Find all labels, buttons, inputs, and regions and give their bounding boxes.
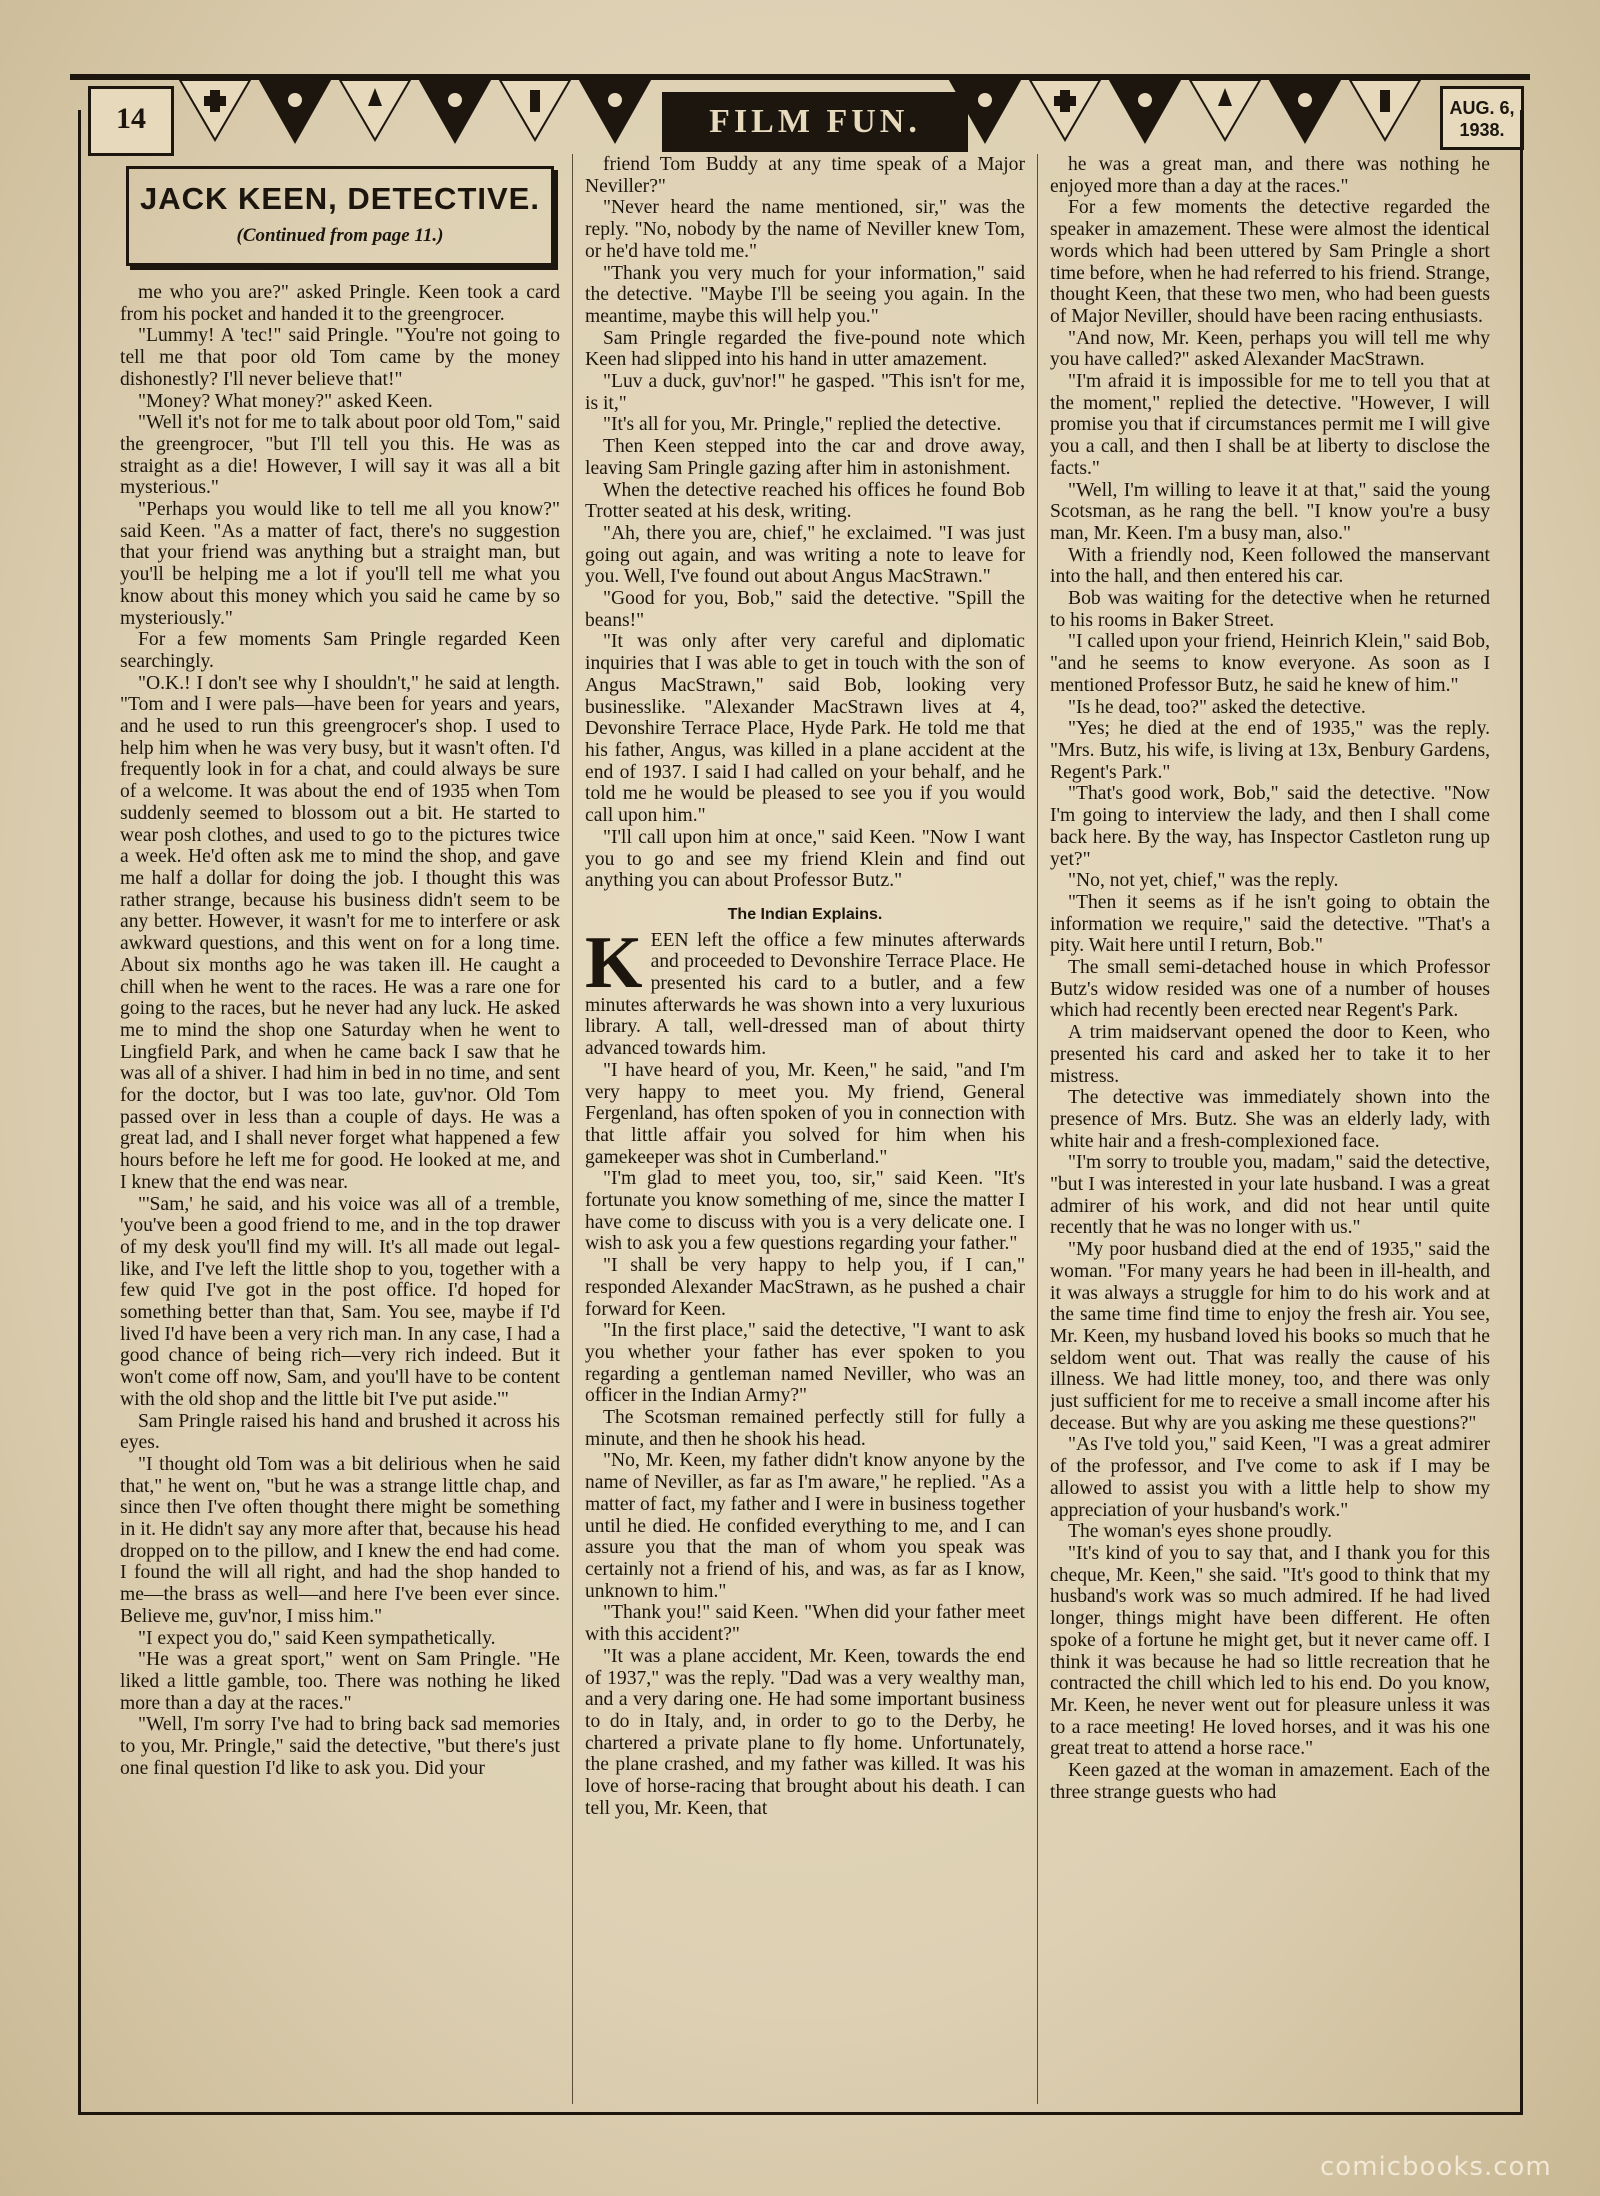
- column-rule: [572, 154, 573, 2104]
- issue-date: [1440, 86, 1524, 150]
- bottom-border: [78, 2112, 1523, 2115]
- column-2-upper-text: [585, 154, 1025, 892]
- paragraph: "No, Mr. Keen, my father didn't know anyone by the name of Neviller, as far as I'm aware," he replied. "As a matter of fact, my father and I were in business together until he died. He confided everything to me, and I can assure you that the man of whom you speak was certainly not a friend of his, and was, as far as I know, unknown to him.": [585, 1450, 1025, 1602]
- paragraph: friend Tom Buddy at any time speak of a Major Neviller?": [585, 154, 1025, 197]
- section-subheading: The Indian Explains.: [727, 905, 883, 923]
- dropcap-paragraph-text: EEN left the office a few minutes afterwards and proceeded to Devonshire Terrace Place. He presented his card to a butler, and a few minutes afterwards he was shown into a very luxurious library. A tall, well-dressed man of about thirty advanced towards him.: [585, 929, 1025, 1060]
- paragraph: Bob was waiting for the detective when he returned to his rooms in Baker Street.: [1050, 588, 1490, 631]
- masthead-banner: [662, 92, 968, 152]
- paragraph: "O.K.! I don't see why I shouldn't," he said at length. "Tom and I were pals—have been for years and years, and he used to run this greengrocer's shop. I used to help him when he was very busy, but it wasn't often. I'd frequently look in for a chat, and could always be sure of a welcome. It was about the end of 1935 when Tom suddenly seemed to blossom out a bit. He started to wear posh clothes, and used to go to the pictures twice a week. He'd often ask me to mind the shop, and gave me half a dollar for doing the job. I thought this was rather strange, because his business didn't seem to be any better. However, it wasn't for me to interfere or ask awkward questions, and this went on for a long time. About six months ago he was taken ill. He caught a chill when he went to the races. He was a rare one for going to the races, but he never had any luck. He asked me to mind the shop one Saturday when he went to Lingfield Park, and when he came back I saw that he was all of a shiver. I had him in bed in no time, and sent for the doctor, but I was too late, guv'nor. Old Tom passed over in less than a couple of days. He was a great lad, and I shall never forget what happened a few hours before he left me for good. He looked at me, and I knew that the end was near.: [120, 672, 560, 1193]
- paragraph: The small semi-detached house in which Professor Butz's widow resided was one of a number of houses which had recently been erected near Regent's Park.: [1050, 957, 1490, 1022]
- paragraph: "Well it's not for me to talk about poor old Tom," said the greengrocer, "but I'll tell you this. He was as straight as a die! However, I will say it was all a bit mysterious.": [120, 412, 560, 499]
- paragraph: "My poor husband died at the end of 1935," said the woman. "For many years he had been in ill-health, and it was always a struggle for him to do his work and at the same time find time to enjoy the fresh air. You see, Mr. Keen, my husband loved his books so much that he seldom went out. That was really the cause of his illness. We had little money, too, and there was only just sufficient for me to receive a small income after his decease. But why are you asking me these questions?": [1050, 1239, 1490, 1434]
- paragraph: "I thought old Tom was a bit delirious when he said that," he went on, "but he was a strange little chap, and since then I've often thought there might be something in it. He didn't say any more after that, because his head dropped on to the pillow, and I knew the end had come. I found the will all right, and had the shop handed to me—the brass as well—and here I've been ever since. Believe me, guv'nor, I miss him.": [120, 1453, 560, 1627]
- dropcap-paragraph: [585, 921, 1025, 1060]
- paragraph: A trim maidservant opened the door to Keen, who presented his card and asked her to take it to her mistress.: [1050, 1022, 1490, 1087]
- paragraph: "Is he dead, too?" asked the detective.: [1068, 696, 1366, 718]
- paragraph: "Good for you, Bob," said the detective. "Spill the beans!": [585, 588, 1025, 631]
- paragraph: "Yes; he died at the end of 1935," was the reply. "Mrs. Butz, his wife, is living at 13x, Benbury Gardens, Regent's Park.": [1050, 718, 1490, 783]
- paragraph: "It's kind of you to say that, and I thank you for this cheque, Mr. Keen," she said. "It's good to think that my husband's work was so much admired. If he had lived longer, things might have been different. He often spoke of a fortune he might get, but it never came off. I think it was because he had so little recreation that he contracted the chill which led to his end. Do you know, Mr. Keen, he never went out for pleasure unless it was to a race meeting! He loved horses, and it was his one great treat to attend a horse race.": [1050, 1543, 1490, 1760]
- issue-date-day: AUG. 6,: [1449, 98, 1515, 118]
- paragraph: Keen gazed at the woman in amazement. Each of the three strange guests who had: [1050, 1760, 1490, 1803]
- paragraph: "Ah, there you are, chief," he exclaimed. "I was just going out again, and was writing a note to leave for you. Well, I've found out about Angus MacStrawn.": [585, 522, 1025, 588]
- story-title-box: [126, 166, 554, 266]
- paragraph: Then Keen stepped into the car and drove away, leaving Sam Pringle gazing after him in astonishment.: [585, 436, 1025, 479]
- paragraph: "Money? What money?" asked Keen.: [138, 390, 433, 412]
- paragraph: Sam Pringle regarded the five-pound note which Keen had slipped into his hand in utter amazement.: [585, 327, 1025, 371]
- paragraph: "Perhaps you would like to tell me all you know?" said Keen. "As a matter of fact, there's no suggestion that your friend was anything but a straight man, but you'll be helping me a lot if you'll tell me what you know about this money which you said he came by so mysteriously.": [120, 499, 560, 629]
- paragraph: "Lummy! A 'tec!" said Pringle. "You're not going to tell me that poor old Tom came by the money dishonestly? I'll never believe that!": [120, 325, 560, 390]
- continued-note: (Continued from page 11.): [236, 225, 444, 246]
- story-title: JACK KEEN, DETECTIVE.: [140, 181, 540, 216]
- paragraph: For a few moments Sam Pringle regarded Keen searchingly.: [120, 629, 560, 672]
- paragraph: For a few moments the detective regarded the speaker in amazement. These were almost the identical words which had been uttered by Sam Pringle a short time before, when he had referred to his friend. Strange, thought Keen, that these two men, who had been guests of Major Neviller, should have been racing enthusiasts.: [1050, 197, 1490, 327]
- magazine-title: FILM FUN.: [709, 103, 921, 140]
- page-header: [70, 62, 1530, 158]
- paragraph: "I'm afraid it is impossible for me to tell you that at the moment," replied the detective. "However, I will promise you that if circumstances permit me I will give you a call, and then I shall be at liberty to disclose the facts.": [1050, 371, 1490, 479]
- paragraph: "And now, Mr. Keen, perhaps you will tell me why you have called?" asked Alexander MacStrawn.: [1050, 327, 1490, 371]
- paragraph: "Never heard the name mentioned, sir," was the reply. "No, nobody by the name of Neviller knew Tom, or he'd have told me.": [585, 197, 1025, 262]
- text-column-1: [120, 282, 560, 2104]
- paragraph: "I'm glad to meet you, too, sir," said Keen. "It's fortunate you know something of me, since the matter I have come to discuss with you is a very delicate one. I wish to ask you a few questions regarding your father.": [585, 1168, 1025, 1255]
- site-watermark: comicbooks.com: [1320, 2152, 1552, 2182]
- page-number: 14: [88, 86, 174, 156]
- paragraph: "I have heard of you, Mr. Keen," he said, "and I'm very happy to meet you. My friend, General Fergenland, has often spoken of you in connection with that little affair you solved for him when his gamekeeper was shot in Cumberland.": [585, 1059, 1025, 1168]
- paragraph: "'Sam,' he said, and his voice was all of a tremble, 'you've been a good friend to me, and in the top drawer of my desk you'll find my will. It's all made out legal-like, and I've left the little shop to you, together with a few quid I've got in the post office. I'd hoped for something better than that, Sam. You see, maybe if I'd lived I'd have been a very rich man. In any case, I had a good chance of being rich—very rich indeed. But it won't come off now, Sam, and you'll have to be content with the old shop and the little bit I've put aside.'": [120, 1193, 560, 1410]
- paragraph: "I'm sorry to trouble you, madam," said the detective, "but I was interested in your late husband. I was a great admirer of his work, and did not hear until quite recently that he was no longer with us.": [1050, 1152, 1490, 1239]
- paragraph: he was a great man, and there was nothing he enjoyed more than a day at the races.": [1050, 154, 1490, 197]
- paragraph: "It was a plane accident, Mr. Keen, towards the end of 1937," was the reply. "Dad was a very wealthy man, and a very daring one. He had some important business to do in Italy, and, in order to go to the Derby, he chartered a private plane to fly home. Unfortunately, the plane crashed, and my father was killed. It was his love of horse-racing that brought about his death. I can tell you, Mr. Keen, that: [585, 1645, 1025, 1819]
- paragraph: "As I've told you," said Keen, "I was a great admirer of the professor, and I've come to ask if I may be allowed to assist you with a little help to show my appreciation of your husband's work.": [1050, 1434, 1490, 1521]
- paragraph: "That's good work, Bob," said the detective. "Now I'm going to interview the lady, and then I shall come back here. By the way, has Inspector Castleton rung up yet?": [1050, 783, 1490, 870]
- paragraph: The woman's eyes shone proudly.: [1068, 1521, 1332, 1543]
- paragraph: When the detective reached his offices he found Bob Trotter seated at his desk, writing.: [585, 479, 1025, 523]
- right-border: [1520, 110, 1523, 2114]
- paragraph: "No, not yet, chief," was the reply.: [1068, 870, 1339, 892]
- paragraph: Sam Pringle raised his hand and brushed it across his eyes.: [120, 1410, 560, 1454]
- paragraph: "Well, I'm willing to leave it at that," said the young Scotsman, as he rang the bell. "I know you're a busy man, Mr. Keen. I'm a busy man, also.": [1050, 479, 1490, 544]
- issue-date-year: 1938.: [1459, 120, 1505, 140]
- paragraph: "Then it seems as if he isn't going to obtain the information we require," said the detective. "That's a pity. Wait here until I return, Bob.": [1050, 891, 1490, 957]
- paragraph: "It's all for you, Mr. Pringle," replied the detective.: [603, 414, 1002, 436]
- column-rule: [1037, 154, 1038, 2104]
- text-column-3: [1050, 154, 1490, 2104]
- left-border: [78, 110, 81, 2114]
- paragraph: "It was only after very careful and diplomatic inquiries that I was able to get in touch with the son of Angus MacStrawn," said Bob, looking very businesslike. "Alexander MacStrawn lives at 4, Devonshire Terrace Place, Hyde Park. He told me that his father, Angus, was killed in a plane accident at the end of 1937. I said I had called on your behalf, and he told me he would be pleased to see you if you would call upon him.": [585, 631, 1025, 827]
- paragraph: "I called upon your friend, Heinrich Klein," said Bob, "and he seems to know everyone. As soon as I mentioned Professor Butz, he said he knew of him.": [1050, 631, 1490, 696]
- paragraph: With a friendly nod, Keen followed the manservant into the hall, and then entered his car.: [1050, 544, 1490, 588]
- drop-cap: K: [585, 921, 643, 1004]
- paragraph: "In the first place," said the detective, "I want to ask you whether your father has ever spoken to you regarding a gentleman named Neviller, who was an officer in the Indian Army?": [585, 1320, 1025, 1407]
- paragraph: The Scotsman remained perfectly still for fully a minute, and then he shook his head.: [585, 1407, 1025, 1450]
- paragraph: "I expect you do," said Keen sympathetically.: [138, 1627, 496, 1649]
- paragraph: The detective was immediately shown into the presence of Mrs. Butz. She was an elderly lady, with white hair and a fresh-complexioned face.: [1050, 1087, 1490, 1152]
- column-2-lower-text: [585, 1060, 1025, 1820]
- paragraph: "Thank you very much for your information," said the detective. "Maybe I'll be seeing you again. In the meantime, maybe this will help you.": [585, 262, 1025, 327]
- paragraph: "I'll call upon him at once," said Keen. "Now I want you to go and see my friend Klein and find out anything you can about Professor Butz.": [585, 826, 1025, 892]
- paragraph: "Well, I'm sorry I've had to bring back sad memories to you, Mr. Pringle," said the detective, "but there's just one final question I'd like to ask you. Did your: [120, 1714, 560, 1779]
- paragraph: "I shall be very happy to help you, if I can," responded Alexander MacStrawn, as he pushed a chair forward for Keen.: [585, 1255, 1025, 1320]
- paragraph: "Thank you!" said Keen. "When did your father meet with this accident?": [585, 1602, 1025, 1646]
- paragraph: "Luv a duck, guv'nor!" he gasped. "This isn't for me, is it,": [585, 371, 1025, 414]
- paragraph: me who you are?" asked Pringle. Keen took a card from his pocket and handed it to the greengrocer.: [120, 282, 560, 325]
- paragraph: "He was a great sport," went on Sam Pringle. "He liked a little gamble, too. There was nothing he liked more than a day at the races.": [120, 1649, 560, 1714]
- text-column-2: [585, 154, 1025, 2104]
